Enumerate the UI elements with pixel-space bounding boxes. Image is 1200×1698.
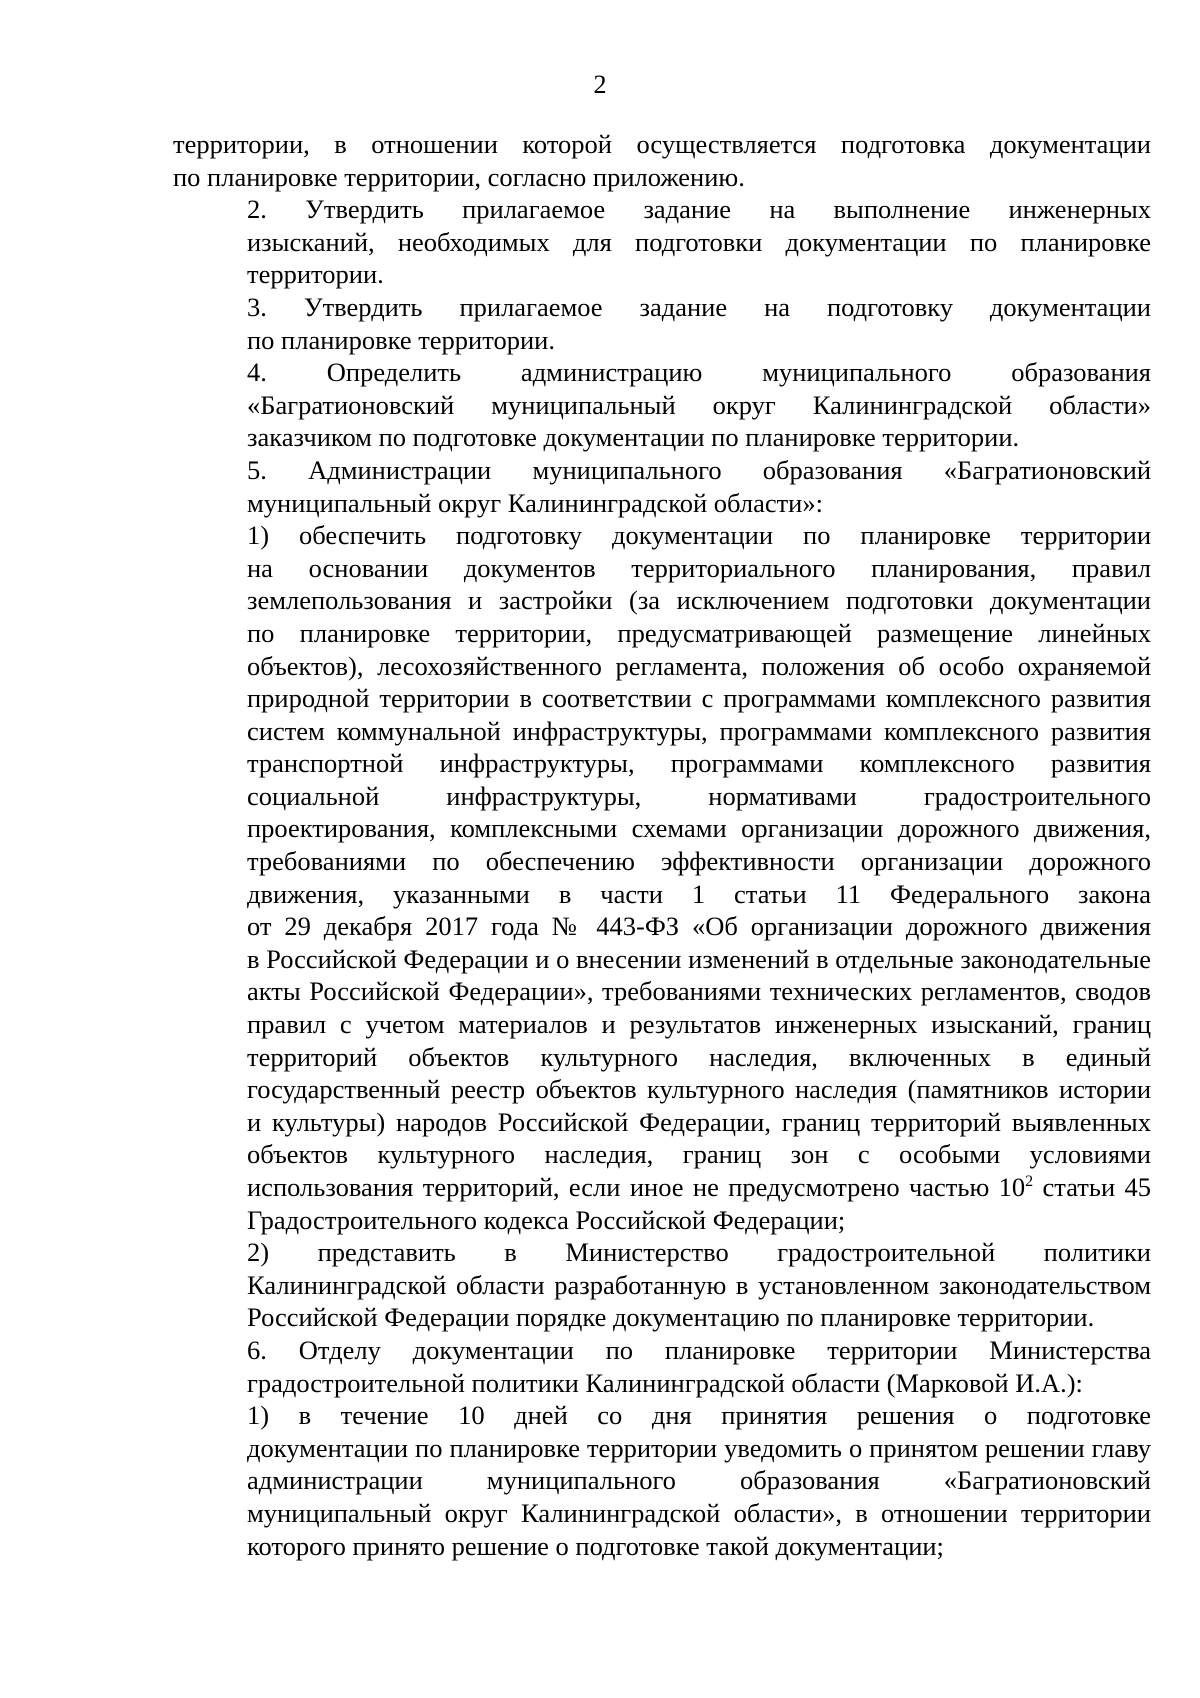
text-line: объектов), лесохозяйственного регламента, положения об особо охраняемой <box>247 650 1151 681</box>
paragraph-item-2 <box>173 193 1151 291</box>
text-line: Российской Федерации порядке документацию по планировке территории. <box>247 1302 1095 1333</box>
text-line: на основании документов территориального планирования, правил <box>247 552 1151 583</box>
text-line: систем коммунальной инфраструктуры, программами комплексного развития <box>247 715 1151 746</box>
text-line: социальной инфраструктуры, нормативами градостроительного <box>247 780 1151 811</box>
text-line: проектирования, комплексными схемами организации дорожного движения, <box>247 813 1151 844</box>
text-line: документации по планировке территории уведомить о принятом решении главу <box>247 1432 1151 1463</box>
paragraph-item-5 <box>173 454 1151 519</box>
text-line: муниципальный округ Калининградской области», в отношении территории <box>247 1497 1151 1528</box>
text-line: территорий объектов культурного наследия, включенных в единый <box>247 1041 1151 1072</box>
text-line: объектов культурного наследия, границ зон с особыми условиями <box>247 1139 1151 1170</box>
text-line: 5. Администрации муниципального образования «Багратионовский <box>247 454 1151 485</box>
text-line: администрации муниципального образования «Багратионовский <box>247 1465 1151 1496</box>
text-line: транспортной инфраструктуры, программами комплексного развития <box>247 748 1151 779</box>
text-line: акты Российской Федерации», требованиями технических регламентов, сводов <box>247 976 1151 1007</box>
superscript: 2 <box>1025 1173 1034 1190</box>
text-line: от 29 декабря 2017 года № 443-ФЗ «Об организации дорожного движения <box>247 911 1151 942</box>
text-line: 6. Отделу документации по планировке территории Министерства <box>247 1334 1151 1365</box>
text-line: 2. Утвердить прилагаемое задание на выполнение инженерных <box>247 194 1151 225</box>
paragraph-item-6-1 <box>173 1399 1151 1562</box>
page-number: 2 <box>593 70 607 99</box>
paragraph-item-6 <box>173 1334 1151 1399</box>
document-body <box>173 128 1151 1562</box>
text-line: по планировке территории, согласно приложению. <box>173 161 745 192</box>
text-line: территории, в отношении которой осуществляется подготовка документации <box>173 129 1151 159</box>
text-line: движения, указанными в части 1 статьи 11 Федерального закона <box>247 878 1151 909</box>
text-line: природной территории в соответствии с программами комплексного развития <box>247 683 1151 714</box>
text-line: территории. <box>247 259 384 290</box>
text-line: землепользования и застройки (за исключением подготовки документации <box>247 585 1151 616</box>
paragraph-p-intro <box>173 128 1151 193</box>
text-line: 3. Утвердить прилагаемое задание на подготовку документации <box>247 291 1151 322</box>
text-line: заказчиком по подготовке документации по планировке территории. <box>247 422 1020 453</box>
text-line: по планировке территории, предусматривающей размещение линейных <box>247 617 1151 648</box>
text-fragment: статьи 45 <box>1033 1172 1151 1202</box>
text-line: «Багратионовский муниципальный округ Калининградской области» <box>247 389 1151 420</box>
text-line: требованиями по обеспечению эффективности организации дорожного <box>247 846 1151 877</box>
text-line: 2) представить в Министерство градостроительной политики <box>247 1237 1151 1268</box>
text-line: правил с учетом материалов и результатов инженерных изысканий, границ <box>247 1009 1151 1040</box>
text-line <box>173 1171 1151 1204</box>
text-line: 4. Определить администрацию муниципального образования <box>247 357 1151 388</box>
text-line: Градостроительного кодекса Российской Федерации; <box>247 1204 846 1235</box>
text-fragment: использования территорий, если иное не предусмотрено частью 10 <box>247 1172 1026 1202</box>
paragraph-item-3 <box>173 291 1151 356</box>
text-line: градостроительной политики Калининградской области (Марковой И.А.): <box>247 1367 1083 1398</box>
text-line: изысканий, необходимых для подготовки документации по планировке <box>247 226 1151 257</box>
paragraph-item-5-1 <box>173 519 1151 1236</box>
text-line: 1) в течение 10 дней со дня принятия решения о подготовке <box>247 1400 1151 1431</box>
text-line: которого принято решение о подготовке такой документации; <box>247 1530 944 1561</box>
text-line: государственный реестр объектов культурного наследия (памятников истории <box>247 1074 1151 1105</box>
text-line: и культуры) народов Российской Федерации, границ территорий выявленных <box>247 1106 1151 1137</box>
paragraph-item-4 <box>173 356 1151 454</box>
text-line: по планировке территории. <box>247 324 555 355</box>
text-line: Калининградской области разработанную в установленном законодательством <box>247 1269 1151 1300</box>
text-line: муниципальный округ Калининградской области»: <box>247 487 823 518</box>
text-line: 1) обеспечить подготовку документации по планировке территории <box>247 520 1151 551</box>
text-line: в Российской Федерации и о внесении изменений в отдельные законодательные <box>247 943 1151 974</box>
paragraph-item-5-2 <box>173 1236 1151 1334</box>
